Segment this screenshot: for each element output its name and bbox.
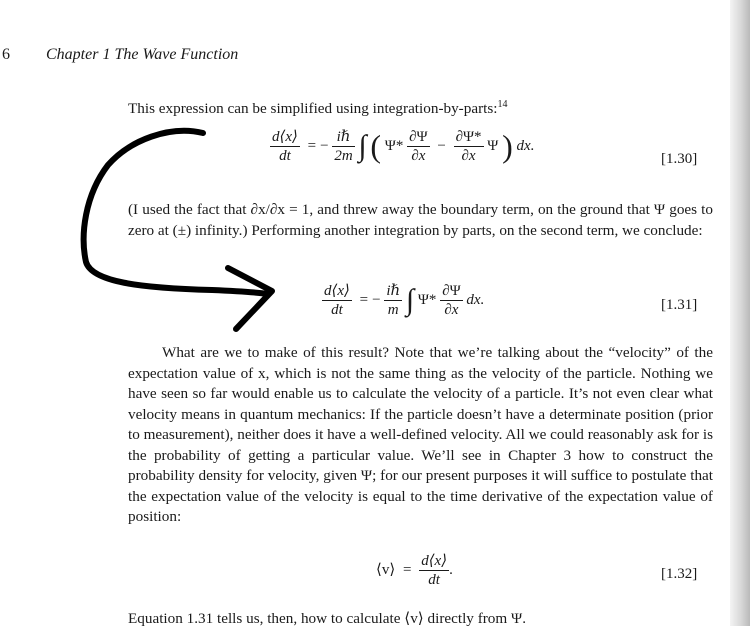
annotation-arrowhead xyxy=(228,268,272,329)
eq130-coefficient: $\frac{\text{iℏ}}{2m}$ xyxy=(334,129,353,164)
annotation-curve xyxy=(84,131,268,294)
eq130-differential: dx. xyxy=(516,137,535,154)
eq130-term1-prefix: Ψ* xyxy=(384,137,404,154)
paragraph-equation-reference: Equation 1.31 tells us, then, how to calculate ⟨v⟩ directly from Ψ. xyxy=(128,610,527,627)
equation-1-30: $\frac{d⟨x⟩}{dt}$ = − $\frac{\text{iℏ}}{2m}$ ∫ ( Ψ* $\frac{\partial\Psi}{\partial x}$ − $\frac{\partial\Psi*}{\partial x}$ Ψ ) dx. xyxy=(272,128,535,164)
integral-sign: ∫ xyxy=(405,283,415,317)
paragraph-velocity-discussion: What are we to make of this result? Note that we’re talking about the “velocity” of the expectation value of x, which is not the same thing as the velocity of the particle. Nothing we have seen so far would enable us to calculate the velocity of a particle. It’s not even clear what velocity means in quantum mechanics: If the particle doesn’t have a determinate position (prior to measurement), neither does it have a well-defined velocity. All we could reasonably ask for is the probability of getting a particular value. We’ll see in Chapter 3 how to construct the probability density for velocity, given Ψ; for our present purposes it will suffice to postulate that the expectation value of the velocity is equal to the time derivative of the expectation value of position: xyxy=(128,344,713,525)
eq130-lhs: $\frac{d⟨x⟩}{dt}$ xyxy=(272,129,298,164)
eq131-prefix: Ψ* xyxy=(417,291,437,308)
eq130-term1-derivative: $\frac{\partial\Psi}{\partial x}$ xyxy=(409,129,428,164)
integral-sign: ∫ xyxy=(358,129,367,163)
eq130-term2-suffix: Ψ xyxy=(487,137,499,154)
equation-number-1-31: [1.31] xyxy=(661,297,698,313)
eq131-derivative: $\frac{\partial\Psi}{\partial x}$ xyxy=(442,283,461,318)
equation-number-1-32: [1.32] xyxy=(661,566,698,582)
paragraph-boundary-term: (I used the fact that ∂x/∂x = 1, and threw away the boundary term, on the ground that Ψ goes to zero at (±) infinity.) Performing another integration by parts, on the second term, we conclude: xyxy=(128,201,713,239)
equation-number-1-30: [1.30] xyxy=(661,151,698,167)
page-number: 6 xyxy=(2,46,10,63)
intro-text: This expression can be simplified using integration-by-parts: xyxy=(128,100,498,118)
eq131-differential: dx. xyxy=(466,291,485,308)
eq131-lhs: $\frac{d⟨x⟩}{dt}$ xyxy=(324,283,350,318)
eq131-coefficient: $\frac{\text{iℏ}}{m}$ xyxy=(386,283,401,318)
eq132-rhs: $\frac{d⟨x⟩}{dt}$ xyxy=(421,553,448,588)
chapter-title: Chapter 1 The Wave Function xyxy=(46,46,239,63)
equation-1-31: $\frac{d⟨x⟩}{dt}$ = − $\frac{\text{iℏ}}{m}$ ∫ Ψ* $\frac{\partial\Psi}{\partial x}$ dx. xyxy=(324,283,485,318)
eq130-term2-derivative: $\frac{\partial\Psi*}{\partial x}$ xyxy=(455,129,482,164)
eq132-lhs: ⟨v⟩ xyxy=(376,561,396,578)
footnote-marker: 14 xyxy=(497,99,508,110)
equation-1-32: ⟨v⟩ = $\frac{d⟨x⟩}{dt}$ . xyxy=(376,553,453,588)
